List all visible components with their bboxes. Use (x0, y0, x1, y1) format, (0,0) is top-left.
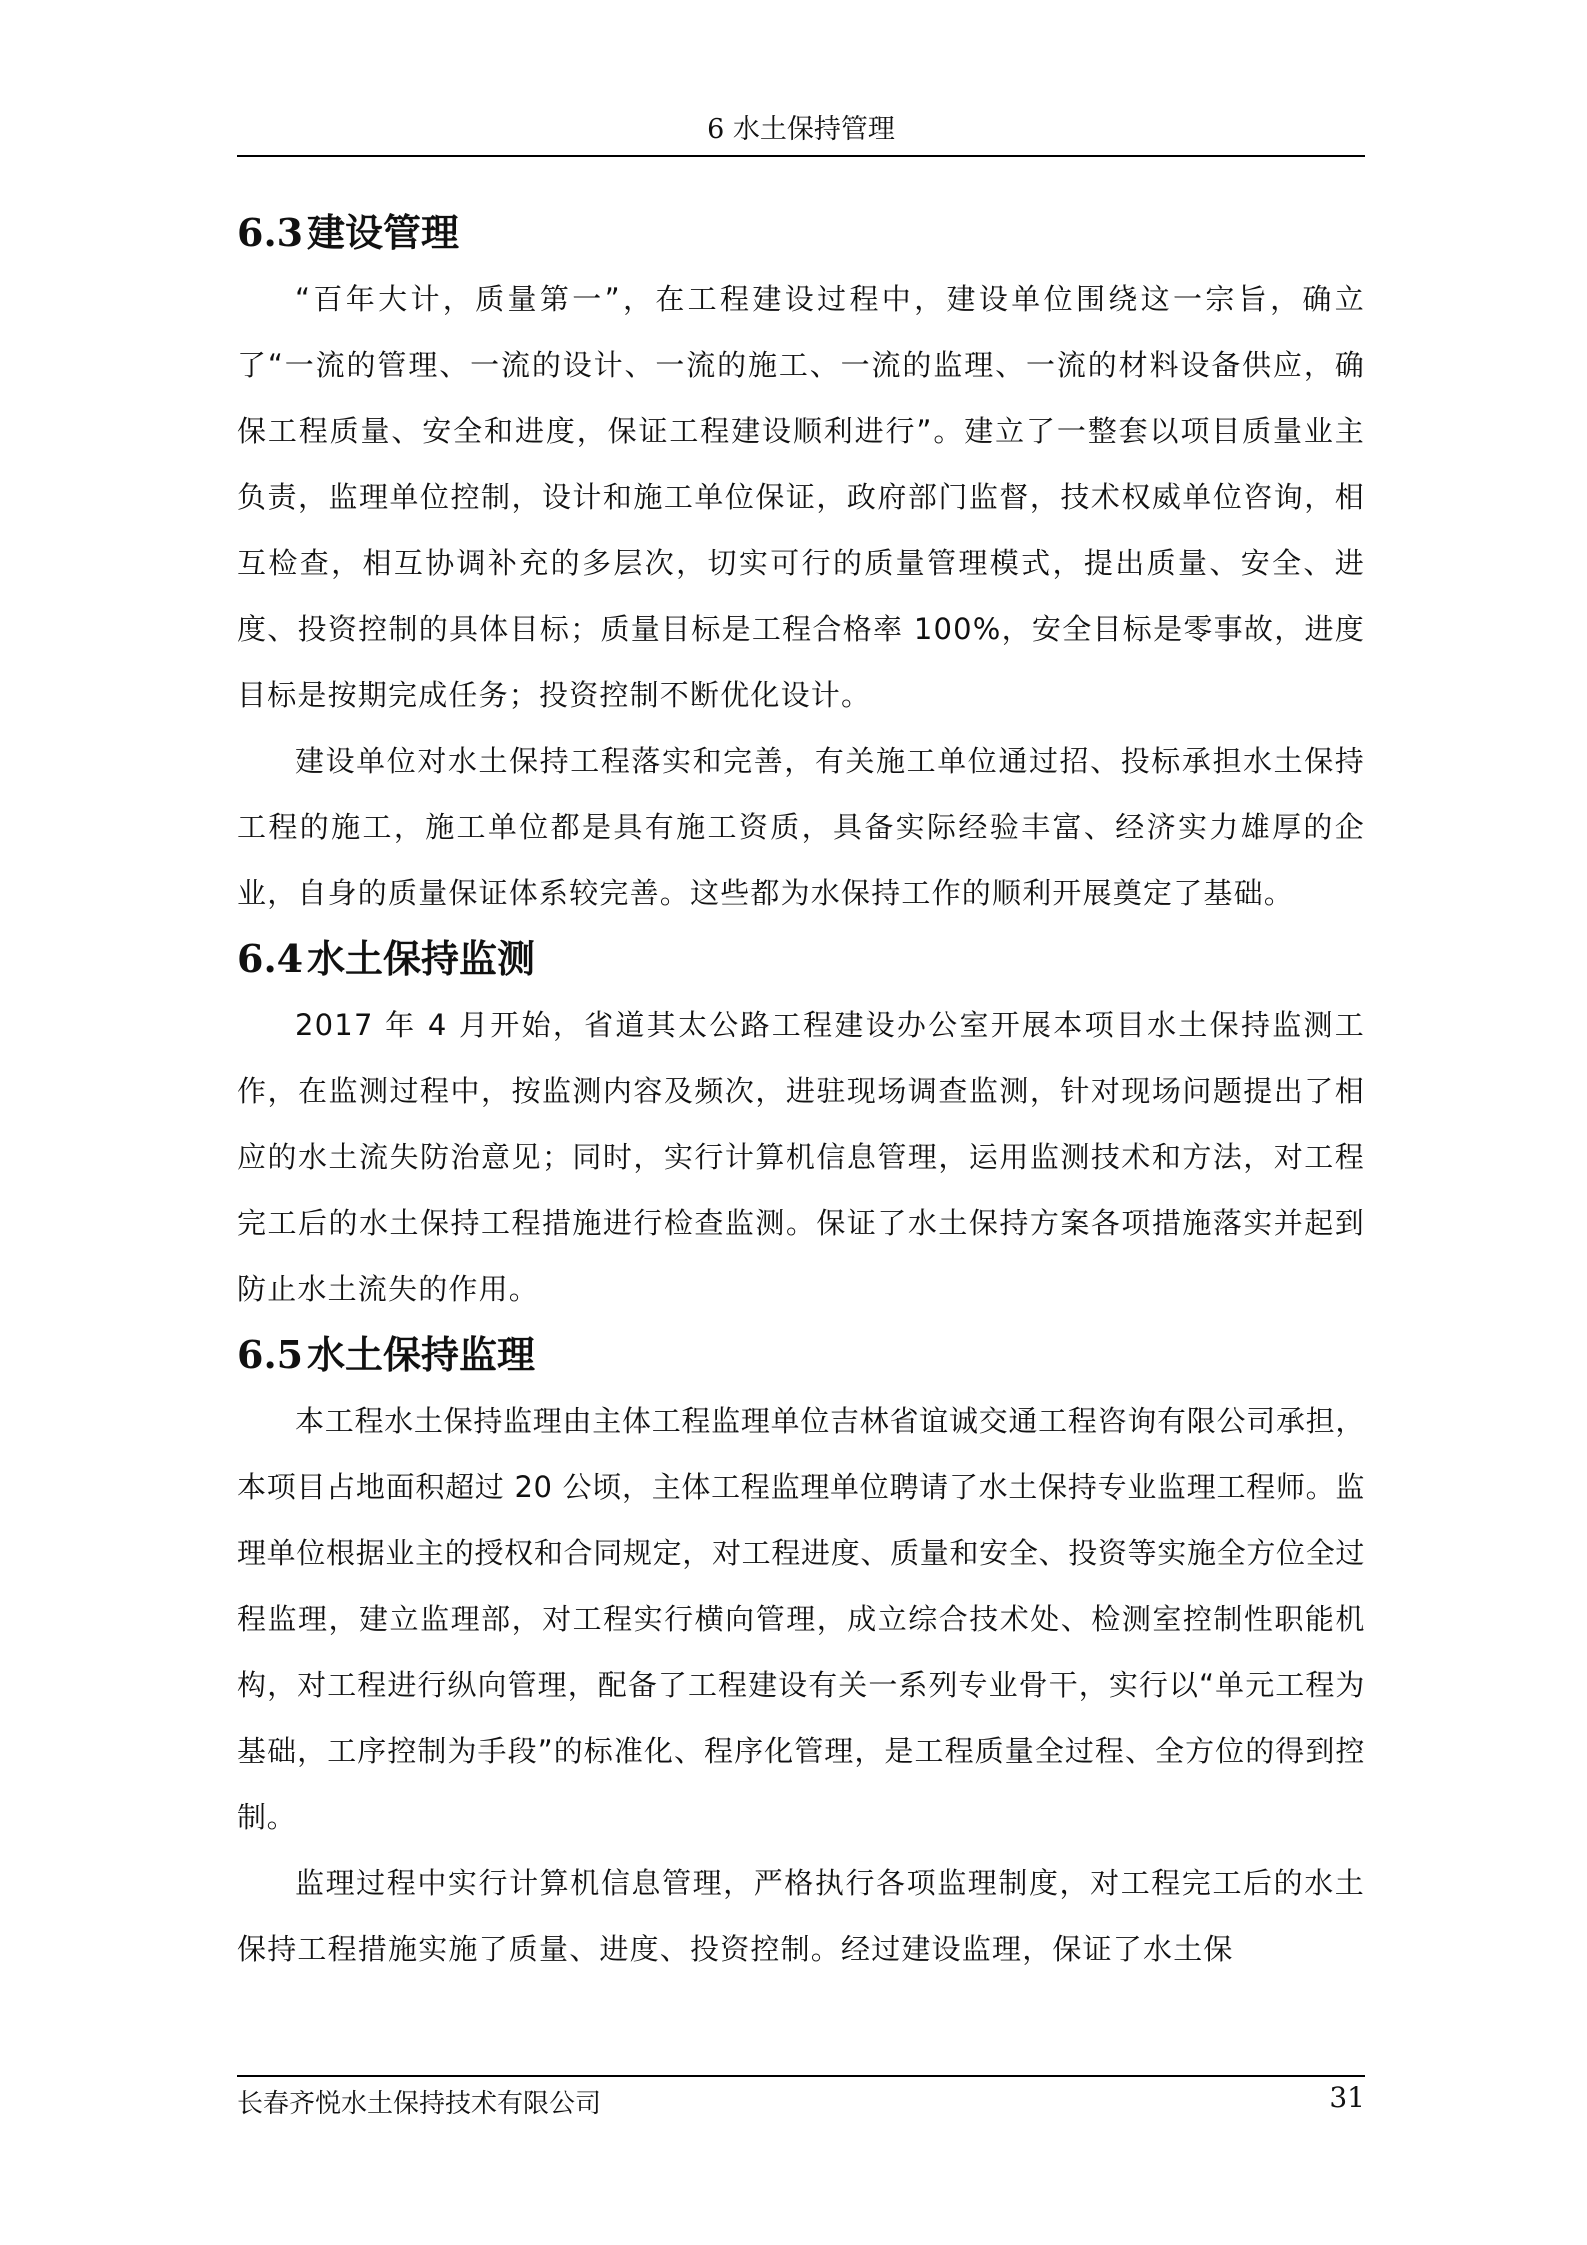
paragraph: 2017 年 4 月开始，省道其太公路工程建设办公室开展本项目水土保持监测工作，在监测过程中，按监测内容及频次，进驻现场调查监测，针对现场问题提出了相应的水土流失防治意见；同时，实行计算机信息管理，运用监测技术和方法，对工程完工后的水土保持工程措施进行检查监测。保证了水土保持方案各项措施落实并起到防止水土流失的作用。 (237, 1008, 1365, 1306)
header-rule (237, 155, 1365, 157)
paragraph: 建设单位对水土保持工程落实和完善，有关施工单位通过招、投标承担水土保持工程的施工，施工单位都是具有施工资质，具备实际经验丰富、经济实力雄厚的企业，自身的质量保证体系较完善。这些都为水保持工作的顺利开展奠定了基础。 (237, 744, 1365, 910)
paragraph: 本工程水土保持监理由主体工程监理单位吉林省谊诚交通工程咨询有限公司承担，本项目占地面积超过 20 公顷，主体工程监理单位聘请了水土保持专业监理工程师。监理单位根据业主的授权和合同规定，对工程进度、质量和安全、投资等实施全方位全过程监理，建立监理部，对工程实行横向管理，成立综合技术处、检测室控制性职能机构，对工程进行纵向管理，配备了工程建设有关一系列专业骨干，实行以“单元工程为基础，工序控制为手段”的标准化、程序化管理，是工程质量全过程、全方位的得到控制。 (237, 1404, 1365, 1834)
section-heading-6-5 (237, 1322, 1365, 1388)
section-title: 水土保持监理 (307, 1332, 536, 1377)
paragraph: 监理过程中实行计算机信息管理，严格执行各项监理制度，对工程完工后的水土保持工程措施实施了质量、进度、投资控制。经过建设监理，保证了水土保 (237, 1866, 1365, 1966)
running-header: 6 水土保持管理 (707, 114, 895, 145)
footer-company-name: 长春齐悦水土保持技术有限公司 (237, 2089, 602, 2119)
section-title: 建设管理 (307, 210, 460, 255)
footer-rule (237, 2075, 1365, 2077)
page-number: 31 (1329, 2081, 1365, 2114)
page-content (237, 200, 1365, 1982)
section-heading-6-3 (237, 200, 1365, 266)
section-number: 6.3 (237, 210, 304, 255)
paragraph: “百年大计，质量第一”，在工程建设过程中，建设单位围绕这一宗旨，确立了“一流的管理、一流的设计、一流的施工、一流的监理、一流的材料设备供应，确保工程质量、安全和进度，保证工程建设顺利进行”。建立了一整套以项目质量业主负责，监理单位控制，设计和施工单位保证，政府部门监督，技术权威单位咨询，相互检查，相互协调补充的多层次，切实可行的质量管理模式，提出质量、安全、进度、投资控制的具体目标；质量目标是工程合格率 100%，安全目标是零事故，进度目标是按期完成任务；投资控制不断优化设计。 (237, 282, 1365, 712)
section-number: 6.5 (237, 1332, 304, 1377)
section-heading-6-4 (237, 926, 1365, 992)
section-title: 水土保持监测 (307, 936, 536, 981)
section-number: 6.4 (237, 936, 304, 981)
